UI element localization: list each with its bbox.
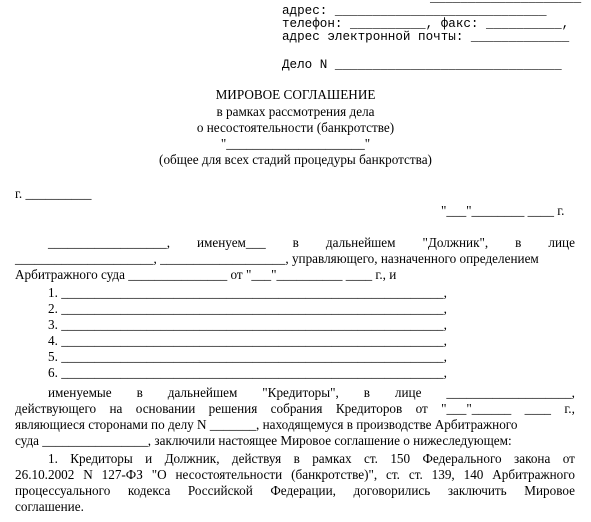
clause-1-line-1 bbox=[48, 451, 575, 466]
word: Российской bbox=[187, 483, 253, 498]
doc-subtitle-1: в рамках рассмотрения дела bbox=[216, 104, 375, 119]
word: несостоятельности bbox=[175, 467, 283, 482]
word: Кредиторов bbox=[335, 401, 403, 416]
clause-1-line-4: соглашение. bbox=[15, 499, 84, 514]
word: лице bbox=[394, 385, 422, 400]
creditors-line-1 bbox=[48, 385, 575, 400]
creditor-item-4: 4. __________________________________________________________, bbox=[48, 333, 447, 348]
word: N bbox=[83, 467, 93, 482]
word: дальнейшем bbox=[325, 235, 396, 250]
representative-blank: ___________________, bbox=[446, 385, 575, 400]
doc-subtitle-4: (общее для всех стадий процедуры банкротства) bbox=[159, 152, 432, 167]
word: в bbox=[363, 385, 370, 400]
word: "О bbox=[151, 467, 167, 482]
word: г., bbox=[564, 401, 575, 416]
creditors-line-2 bbox=[15, 401, 575, 416]
word: 139, bbox=[431, 467, 455, 482]
header-email: адрес электронной почты: _____________ bbox=[282, 30, 570, 44]
word: ст. bbox=[364, 451, 378, 466]
word: рамках bbox=[312, 451, 352, 466]
word: действуя bbox=[231, 451, 282, 466]
word: 140 bbox=[463, 467, 484, 482]
word: процессуального bbox=[15, 483, 111, 498]
doc-subtitle-2: о несостоятельности (банкротстве) bbox=[196, 120, 395, 135]
word: именуемые bbox=[48, 385, 112, 400]
case-number: Дело N ______________________________ bbox=[282, 58, 562, 72]
date-field: "___"________ ____ г. bbox=[441, 203, 565, 218]
word: ст. bbox=[386, 467, 400, 482]
word: в bbox=[292, 235, 299, 250]
word: "Кредиторы", bbox=[262, 385, 339, 400]
word: "Должник", bbox=[422, 235, 489, 250]
debtor-line-1 bbox=[48, 235, 575, 250]
word: кодекса bbox=[127, 483, 171, 498]
word: от bbox=[415, 401, 428, 416]
creditor-item-3: 3. __________________________________________________________, bbox=[48, 317, 447, 332]
word: в bbox=[293, 451, 300, 466]
word: от bbox=[562, 451, 575, 466]
word: собрания bbox=[270, 401, 323, 416]
word: действующего bbox=[15, 401, 97, 416]
creditors-line-4: суда ________________, заключили настоящее Мировое соглашение о нижеследующем: bbox=[15, 433, 512, 448]
word: закона bbox=[514, 451, 551, 466]
word: договорились bbox=[353, 483, 431, 498]
word: именуем___ bbox=[196, 235, 266, 250]
word: ст. bbox=[408, 467, 423, 482]
creditor-item-5: 5. __________________________________________________________, bbox=[48, 349, 447, 364]
creditor-item-6: 6. __________________________________________________________, bbox=[48, 365, 447, 380]
word: дальнейшем bbox=[167, 385, 238, 400]
creditor-item-2: 2. __________________________________________________________, bbox=[48, 301, 447, 316]
word: Мировое bbox=[524, 483, 575, 498]
doc-title: МИРОВОЕ СОГЛАШЕНИЕ bbox=[215, 87, 376, 102]
debtor-name-blank: __________________, bbox=[48, 235, 170, 250]
word: Должник, bbox=[164, 451, 220, 466]
word: основании bbox=[135, 401, 196, 416]
word: Арбитражного bbox=[492, 467, 575, 482]
clause-1-line-3 bbox=[15, 483, 575, 498]
word: и bbox=[145, 451, 153, 466]
word: 127-ФЗ bbox=[101, 467, 143, 482]
city-field: г. __________ bbox=[15, 186, 92, 201]
creditors-line-3: являющиеся сторонами по делу N _______, находящемуся в производстве Арбитражного bbox=[15, 417, 518, 432]
debtor-line-2: _____________________, ___________________, управляющего, назначенного определением bbox=[15, 251, 539, 266]
clause-number: 1. bbox=[48, 451, 58, 466]
word: на bbox=[109, 401, 123, 416]
word: заключить bbox=[447, 483, 507, 498]
header-phone-fax: телефон: __________, факс: __________, bbox=[282, 17, 570, 31]
word: решения bbox=[208, 401, 258, 416]
header-address: адрес: ____________________________ bbox=[282, 4, 547, 18]
word: лице bbox=[548, 235, 575, 250]
word: 26.10.2002 bbox=[15, 467, 75, 482]
debtor-line-3: Арбитражного суда _______________ от "___"__________ ____ г., и bbox=[15, 267, 397, 282]
word: 150 bbox=[390, 451, 411, 466]
clause-1-line-2 bbox=[15, 467, 575, 482]
meeting-year-blank: ____ bbox=[524, 401, 552, 416]
meeting-date-blank: "___"______ bbox=[441, 401, 512, 416]
word: в bbox=[515, 235, 522, 250]
doc-subtitle-3: "_____________________" bbox=[220, 136, 371, 151]
word: в bbox=[136, 385, 143, 400]
word: (банкротстве)", bbox=[291, 467, 378, 482]
word: Федерации, bbox=[270, 483, 336, 498]
word: Федерального bbox=[422, 451, 502, 466]
creditor-item-1: 1. __________________________________________________________, bbox=[48, 285, 447, 300]
word: Кредиторы bbox=[70, 451, 133, 466]
